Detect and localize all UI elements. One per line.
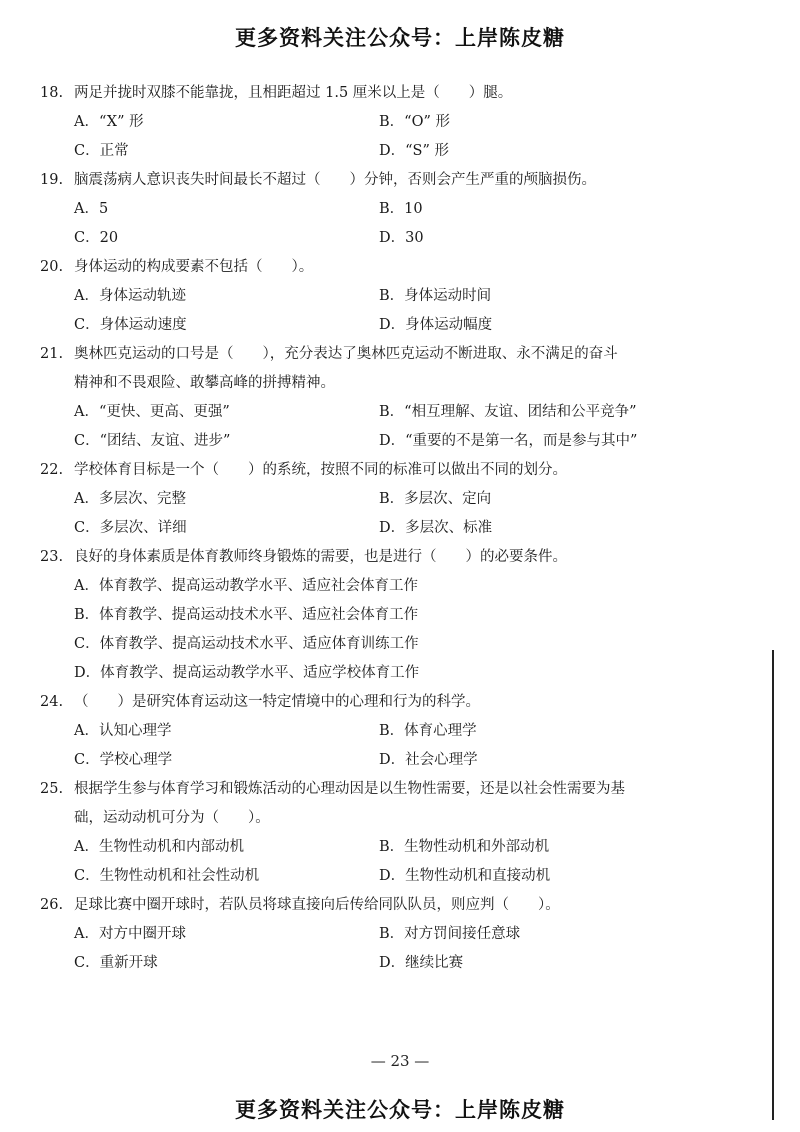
question-20 [40,253,730,340]
option-d: D．生物性动机和直接动机 [379,868,551,884]
question-stem [40,253,730,282]
question-number: 22. [40,462,64,478]
answer-options [40,572,730,688]
question-text-continued: 精神和不畏艰险、敢攀高峰的拼搏精神。 [74,375,335,391]
question-stem [40,166,730,195]
question-text: （ ）是研究体育运动这一特定情境中的心理和行为的科学。 [74,694,480,710]
option-d: D．身体运动幅度 [379,317,493,333]
option-a: A．体育教学、提高运动教学水平、适应社会体育工作 [74,578,418,594]
question-text: 两足并拢时双膝不能靠拢，且相距超过 1.5 厘米以上是（ ）腿。 [74,85,513,101]
option-d: D．继续比赛 [379,955,464,971]
question-25 [40,775,730,891]
option-b: B．多层次、定向 [379,491,492,507]
question-stem [40,543,730,572]
question-stem [40,775,730,833]
question-list [40,79,730,978]
option-a: A．多层次、完整 [74,491,186,507]
question-text: 根据学生参与体育学习和锻炼活动的心理动因是以生物性需要，还是以社会性需要为基 [74,781,625,797]
question-number: 18. [40,85,64,101]
option-a: A．5 [74,201,109,217]
scan-edge-line [772,650,774,1120]
option-b: B．“相互理解、友谊、团结和公平竞争” [379,404,637,420]
option-c: C．生物性动机和社会性动机 [74,868,260,884]
question-stem [40,456,730,485]
option-a: A．“更快、更高、更强” [74,404,230,420]
option-c: C．20 [74,230,119,246]
option-d: D．“重要的不是第一名，而是参与其中” [379,433,638,449]
option-b: B．体育心理学 [379,723,477,739]
answer-options [40,108,730,166]
footer-banner: 更多资料关注公众号：上岸陈皮糖 [235,1098,565,1122]
question-number: 23. [40,549,64,565]
option-b: B．身体运动时间 [379,288,492,304]
question-stem [40,340,730,398]
option-b: B．“O” 形 [379,114,450,130]
option-d: D．体育教学、提高运动教学水平、适应学校体育工作 [74,665,420,681]
question-stem [40,891,730,920]
option-c: C．正常 [74,143,129,159]
question-number: 26. [40,897,64,913]
option-a: A．认知心理学 [74,723,172,739]
question-text: 良好的身体素质是体育教师终身锻炼的需要，也是进行（ ）的必要条件。 [74,549,567,565]
answer-options [40,195,730,253]
question-text: 奥林匹克运动的口号是（ ），充分表达了奥林匹克运动不断进取、永不满足的奋斗 [74,346,618,362]
question-text: 足球比赛中圈开球时，若队员将球直接向后传给同队队员，则应判（ ）。 [74,897,560,913]
answer-options [40,282,730,340]
option-c: C．学校心理学 [74,752,173,768]
option-d: D．30 [379,230,424,246]
question-text: 学校体育目标是一个（ ）的系统，按照不同的标准可以做出不同的划分。 [74,462,567,478]
question-21 [40,340,730,456]
option-c: C．身体运动速度 [74,317,187,333]
answer-options [40,398,730,456]
option-d: D．多层次、标准 [379,520,493,536]
question-number: 20. [40,259,64,275]
option-c: C．重新开球 [74,955,158,971]
question-19 [40,166,730,253]
option-b: B．10 [379,201,423,217]
question-stem [40,79,730,108]
question-number: 19. [40,172,64,188]
question-stem [40,688,730,717]
option-b: B．体育教学、提高运动技术水平、适应社会体育工作 [74,607,419,623]
answer-options [40,833,730,891]
question-24 [40,688,730,775]
option-b: B．生物性动机和外部动机 [379,839,550,855]
question-text-continued: 础，运动动机可分为（ ）。 [74,810,270,826]
question-number: 21. [40,346,64,362]
option-a: A．生物性动机和内部动机 [74,839,244,855]
option-d: D．“S” 形 [379,143,449,159]
question-26 [40,891,730,978]
option-a: A．“X” 形 [74,114,144,130]
question-18 [40,79,730,166]
option-c: C．“团结、友谊、进步” [74,433,231,449]
answer-options [40,485,730,543]
option-c: C．多层次、详细 [74,520,187,536]
option-d: D．社会心理学 [379,752,478,768]
page-number: — 23 — [370,1052,430,1070]
question-text: 脑震荡病人意识丧失时间最长不超过（ ）分钟，否则会产生严重的颅脑损伤。 [74,172,596,188]
question-text: 身体运动的构成要素不包括（ ）。 [74,259,314,275]
question-number: 24. [40,694,64,710]
answer-options [40,920,730,978]
answer-options [40,717,730,775]
header-banner: 更多资料关注公众号：上岸陈皮糖 [235,26,565,50]
question-22 [40,456,730,543]
question-number: 25. [40,781,64,797]
question-23 [40,543,730,688]
option-a: A．对方中圈开球 [74,926,186,942]
option-a: A．身体运动轨迹 [74,288,186,304]
option-c: C．体育教学、提高运动技术水平、适应体育训练工作 [74,636,419,652]
option-b: B．对方罚间接任意球 [379,926,521,942]
